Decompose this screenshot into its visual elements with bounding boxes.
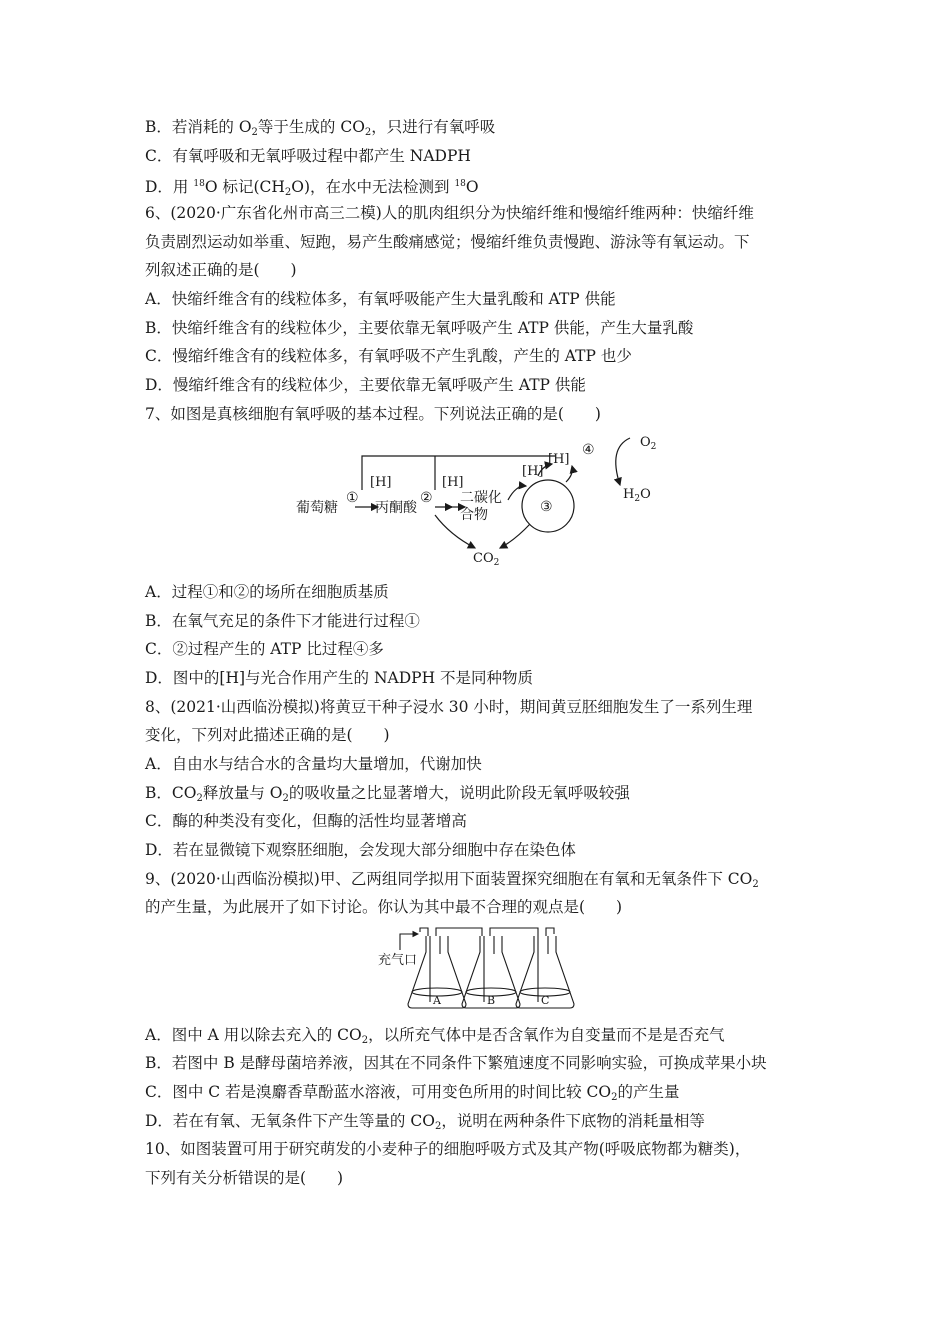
flask-c-label: C [541,994,550,1007]
q9-stem-line-1: 9、(2020·山西临汾模拟)甲、乙两组同学拟用下面装置探究细胞在有氧和无氧条件下 $CO_2$ [145,870,759,890]
aerobic-respiration-diagram [290,430,690,575]
co2-label: $CO_2$ [473,551,500,568]
q8-option-b: B．$CO_2$释放量与 $O_2$的吸收量之比显著增大，说明此阶段无氧呼吸较强 [145,784,630,804]
q5-option-b: B．若消耗的 $O_2$等于生成的 $CO_2$，只进行有氧呼吸 [145,118,496,138]
q6-option-a: A．快缩纤维含有的线粒体多，有氧呼吸能产生大量乳酸和 ATP 供能 [145,290,616,308]
q6-option-d: D．慢缩纤维含有的线粒体少，主要依靠无氧呼吸产生 ATP 供能 [145,376,586,394]
q8-option-d: D．若在显微镜下观察胚细胞，会发现大部分细胞中存在染色体 [145,841,576,859]
q6-stem-line-1: 6、(2020·广东省化州市高三二模)人的肌肉组织分为快缩纤维和慢缩纤维两种：快缩纤维 [145,204,754,222]
q8-stem-line-2: 变化，下列对此描述正确的是( ) [145,726,390,744]
q9-option-a: A．图中 A 用以除去充入的 $CO_2$，以所充气体中是否含氧作为自变量而不是是否充气 [145,1026,725,1046]
h-label-1: [H] [370,475,392,490]
q7-option-d: D．图中的[H]与光合作用产生的 NADPH 不是同种物质 [145,669,534,687]
q10-stem-line-1: 10、如图装置可用于研究萌发的小麦种子的细胞呼吸方式及其产物(呼吸底物都为糖类)， [145,1140,751,1158]
o2-label: $O_2$ [640,435,657,452]
step-4-label: ④ [582,442,595,458]
glucose-label: 葡萄糖 [296,500,338,516]
two-carbon-label-1: 二碳化 [460,490,502,506]
step-3-label: ③ [540,499,553,515]
q6-option-c: C．慢缩纤维含有的线粒体多，有氧呼吸不产生乳酸，产生的 ATP 也少 [145,347,632,365]
q6-stem-line-3: 列叙述正确的是( ) [145,261,297,279]
q9-stem-line-2: 的产生量，为此展开了如下讨论。你认为其中最不合理的观点是( ) [145,898,623,916]
h-label-2: [H] [442,475,464,490]
q8-option-a: A．自由水与结合水的含量均大量增加，代谢加快 [145,755,482,773]
q9-option-c: C．图中 C 若是溴麝香草酚蓝水溶液，可用变色所用的时间比较 $CO_2$的产生量 [145,1083,680,1103]
h-label-3: [H] [522,464,544,479]
pyruvate-label: 丙酮酸 [375,500,417,516]
q6-stem-line-2: 负责剧烈运动如举重、短跑，易产生酸痛感觉；慢缩纤维负责慢跑、游泳等有氧运动。下 [145,233,750,251]
flask-a-label: A [433,994,441,1007]
step-1-label: ① [346,490,359,506]
h2o-label: $H_2O$ [623,487,651,504]
two-carbon-label-2: 合物 [460,507,488,523]
q9-option-b: B．若图中 B 是酵母菌培养液，因其在不同条件下繁殖速度不同影响实验，可换成苹果小块 [145,1054,767,1072]
q7-option-b: B．在氧气充足的条件下才能进行过程① [145,612,420,630]
q7-option-c: C．②过程产生的 ATP 比过程④多 [145,640,384,658]
q7-stem: 7、如图是真核细胞有氧呼吸的基本过程。下列说法正确的是( ) [145,405,601,423]
q10-stem-line-2: 下列有关分析错误的是( ) [145,1169,344,1187]
q9-option-d: D．若在有氧、无氧条件下产生等量的 $CO_2$，说明在两种条件下底物的消耗量相等 [145,1112,705,1132]
q5-option-d: D．用 $^{18}$O 标记$(CH_2O)$，在水中无法检测到 $^{18}$O [145,178,479,198]
q5-option-c: C．有氧呼吸和无氧呼吸过程中都产生 NADPH [145,147,471,165]
q7-option-a: A．过程①和②的场所在细胞质基质 [145,583,389,601]
q6-option-b: B．快缩纤维含有的线粒体少，主要依靠无氧呼吸产生 ATP 供能，产生大量乳酸 [145,319,694,337]
step-2-label: ② [420,490,433,506]
q8-option-c: C．酶的种类没有变化，但酶的活性均显著增高 [145,812,467,830]
flask-b-label: B [487,994,496,1007]
q8-stem-line-1: 8、(2021·山西临汾模拟)将黄豆干种子浸水 30 小时，期间黄豆胚细胞发生了一系列生理 [145,698,753,716]
h-label-4: [H] [548,452,570,467]
inlet-label: 充气口 [378,953,418,968]
flask-apparatus-diagram [378,922,588,1014]
